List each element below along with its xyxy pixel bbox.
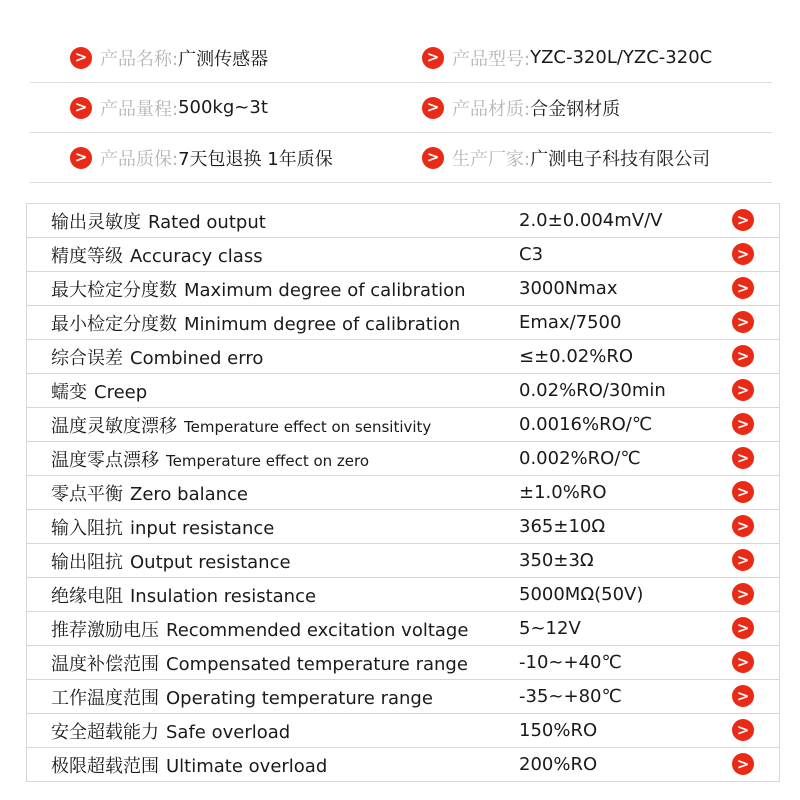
spec-value: ≤±0.02%RO (519, 346, 634, 367)
spec-param-en: Insulation resistance (130, 585, 317, 607)
spec-param-en: Ultimate overload (166, 755, 328, 777)
arrow-right-icon: > (422, 47, 444, 69)
product-material-label: 产品材质: (452, 98, 531, 120)
arrow-right-icon: > (70, 147, 92, 169)
arrow-right-icon: > (422, 147, 444, 169)
spec-param (27, 548, 519, 574)
spec-param-en: Zero balance (130, 483, 249, 505)
spec-param (27, 378, 519, 404)
product-range-value: 500kg~3t (178, 97, 268, 118)
product-material-value: 合金钢材质 (530, 98, 621, 120)
spec-value: 0.0016%RO/℃ (519, 414, 653, 435)
product-range-field (30, 95, 392, 121)
spec-param (27, 208, 519, 234)
product-name-label: 产品名称: (100, 48, 179, 70)
product-range-label: 产品量程: (100, 98, 179, 120)
spec-row-input-resistance (27, 510, 779, 544)
product-warranty-value: 7天包退换 1年质保 (178, 148, 333, 170)
spec-value: 150%RO (519, 720, 598, 741)
spec-value: 5000MΩ(50V) (519, 584, 644, 605)
product-material-field (392, 95, 620, 121)
spec-param (27, 650, 519, 676)
spec-param (27, 616, 519, 642)
product-info-panel (30, 33, 772, 183)
spec-value: 365±10Ω (519, 516, 606, 537)
spec-row-zero-balance (27, 476, 779, 510)
manufacturer-label: 生产厂家: (452, 148, 531, 170)
spec-param (27, 310, 519, 336)
product-model-field (392, 45, 712, 71)
product-warranty-label: 产品质保: (100, 148, 179, 170)
info-row (30, 33, 772, 83)
spec-value: 3000Nmax (519, 278, 618, 299)
arrow-right-icon: > (422, 97, 444, 119)
spec-value: 0.002%RO/℃ (519, 448, 641, 469)
spec-param-cn: 输入阻抗 (51, 517, 123, 539)
spec-row-min-calibration (27, 306, 779, 340)
arrow-right-icon: > (732, 651, 754, 673)
arrow-right-icon: > (732, 583, 754, 605)
spec-row-temp-sensitivity (27, 408, 779, 442)
spec-value: 350±3Ω (519, 550, 594, 571)
spec-param (27, 718, 519, 744)
spec-value: -35~+80℃ (519, 686, 622, 707)
spec-param-cn: 最大检定分度数 (51, 279, 177, 301)
manufacturer-value: 广测电子科技有限公司 (530, 148, 711, 170)
arrow-right-icon: > (732, 549, 754, 571)
arrow-right-icon: > (732, 515, 754, 537)
spec-param-en: Combined erro (130, 347, 264, 369)
spec-value: 200%RO (519, 754, 598, 775)
spec-param-en: Recommended excitation voltage (166, 619, 469, 641)
arrow-right-icon: > (732, 719, 754, 741)
product-model-label: 产品型号: (452, 48, 531, 70)
product-model-value: YZC-320L/YZC-320C (530, 47, 713, 68)
product-name-value: 广测传感器 (178, 48, 269, 70)
arrow-right-icon: > (732, 753, 754, 775)
spec-row-excitation-voltage (27, 612, 779, 646)
arrow-right-icon: > (732, 345, 754, 367)
arrow-right-icon: > (732, 243, 754, 265)
spec-param-cn: 温度零点漂移 (51, 449, 159, 471)
spec-value: 0.02%RO/30min (519, 380, 666, 401)
arrow-right-icon: > (70, 97, 92, 119)
spec-param (27, 344, 519, 370)
spec-row-accuracy-class (27, 238, 779, 272)
spec-row-output-resistance (27, 544, 779, 578)
manufacturer-field (392, 145, 710, 171)
spec-param (27, 752, 519, 778)
arrow-right-icon: > (732, 379, 754, 401)
spec-value: -10~+40℃ (519, 652, 622, 673)
spec-param-en: Maximum degree of calibration (184, 279, 466, 301)
spec-table (26, 203, 780, 782)
spec-value: C3 (519, 244, 544, 265)
spec-param-en: Compensated temperature range (166, 653, 468, 675)
spec-param-cn: 温度补偿范围 (51, 653, 159, 675)
spec-row-creep (27, 374, 779, 408)
arrow-right-icon: > (732, 209, 754, 231)
spec-param-en: Output resistance (130, 551, 291, 573)
spec-param-en: Minimum degree of calibration (184, 313, 461, 335)
spec-row-safe-overload (27, 714, 779, 748)
arrow-right-icon: > (70, 47, 92, 69)
info-row (30, 83, 772, 133)
spec-row-ultimate-overload (27, 748, 779, 782)
spec-param-en: Temperature effect on sensitivity (184, 417, 432, 436)
info-row (30, 133, 772, 183)
spec-param-cn: 精度等级 (51, 245, 123, 267)
spec-param (27, 480, 519, 506)
spec-param-en: Creep (94, 381, 148, 403)
spec-value: 2.0±0.004mV/V (519, 210, 663, 231)
spec-param-cn: 推荐激励电压 (51, 619, 159, 641)
spec-param-en: Safe overload (166, 721, 291, 743)
arrow-right-icon: > (732, 277, 754, 299)
spec-param-cn: 极限超载范围 (51, 755, 159, 777)
spec-row-compensated-temp-range (27, 646, 779, 680)
spec-value: Emax/7500 (519, 312, 622, 333)
spec-row-insulation-resistance (27, 578, 779, 612)
spec-param-en: Temperature effect on zero (166, 451, 370, 470)
arrow-right-icon: > (732, 617, 754, 639)
spec-row-temp-zero (27, 442, 779, 476)
arrow-right-icon: > (732, 685, 754, 707)
spec-param-en: Operating temperature range (166, 687, 433, 709)
spec-row-max-calibration (27, 272, 779, 306)
product-warranty-field (30, 145, 392, 171)
spec-param-cn: 输出灵敏度 (51, 211, 141, 233)
spec-param-cn: 零点平衡 (51, 483, 123, 505)
spec-param-cn: 输出阻抗 (51, 551, 123, 573)
spec-row-combined-error (27, 340, 779, 374)
spec-param (27, 446, 519, 472)
spec-param-cn: 最小检定分度数 (51, 313, 177, 335)
spec-value: ±1.0%RO (519, 482, 607, 503)
spec-row-operating-temp-range (27, 680, 779, 714)
spec-param-en: Rated output (148, 211, 266, 233)
spec-param (27, 412, 519, 438)
spec-param-en: input resistance (130, 517, 275, 539)
spec-param (27, 276, 519, 302)
product-name-field (30, 45, 392, 71)
spec-param-cn: 综合误差 (51, 347, 123, 369)
spec-param-cn: 安全超载能力 (51, 721, 159, 743)
spec-row-rated-output (27, 204, 779, 238)
arrow-right-icon: > (732, 481, 754, 503)
spec-param-cn: 工作温度范围 (51, 687, 159, 709)
spec-param (27, 582, 519, 608)
spec-value: 5~12V (519, 618, 581, 639)
spec-param (27, 684, 519, 710)
arrow-right-icon: > (732, 447, 754, 469)
spec-param-cn: 绝缘电阻 (51, 585, 123, 607)
spec-param (27, 242, 519, 268)
spec-param-cn: 蠕变 (51, 381, 87, 403)
arrow-right-icon: > (732, 413, 754, 435)
arrow-right-icon: > (732, 311, 754, 333)
spec-param-en: Accuracy class (130, 245, 263, 267)
spec-param (27, 514, 519, 540)
spec-param-cn: 温度灵敏度漂移 (51, 415, 177, 437)
